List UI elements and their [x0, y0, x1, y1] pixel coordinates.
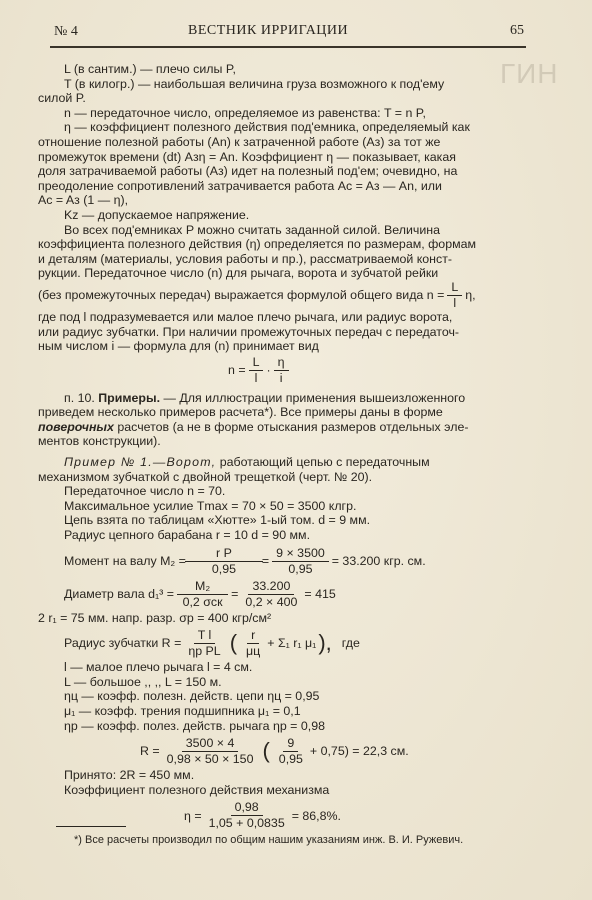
issue-number: № 4	[54, 24, 78, 39]
open-paren: (	[229, 630, 238, 656]
variable-line: l — малое плечо рычага l = 4 см.	[64, 660, 253, 675]
denominator: 0,95	[288, 561, 313, 576]
text-line: отношение полезной работы (An) к затраченной работе (Aз) за тот же	[38, 134, 441, 149]
numerator: r P	[185, 547, 263, 562]
formula-diameter	[64, 580, 534, 609]
formula-result: = 86,8%.	[291, 808, 341, 823]
header-rule	[50, 46, 526, 48]
fraction	[241, 580, 301, 609]
text-line: Принято: 2R = 450 мм.	[64, 768, 195, 783]
formula-n	[228, 356, 534, 385]
formula-lhs: Момент на валу M₂ =	[64, 553, 186, 568]
text-line: n — передаточное число, определяемое из равенства: T = n P,	[64, 105, 426, 120]
denominator: l	[254, 370, 258, 385]
formula-lhs: R =	[140, 744, 160, 759]
text-fragment: расчетов (а не в форме отыскания размеров отдельных эле-	[117, 419, 469, 434]
formula-moment	[64, 547, 534, 576]
formula-result: = 415	[304, 586, 336, 601]
article-body	[38, 62, 534, 830]
variable-line: μ₁ — коэфф. трения подшипника μ₁ = 0,1	[64, 704, 301, 718]
section-title: Примеры.	[98, 390, 161, 405]
fraction	[189, 547, 259, 576]
variable-line: ηр — коэфф. полез. действ. рычага ηр = 0,98	[64, 718, 325, 733]
page-number: 65	[510, 23, 524, 38]
text-line: преодоление сопротивлений затрачивается работа Ac = Aз — An, или	[38, 178, 442, 193]
emphasis: поверочных	[38, 419, 114, 434]
denominator: μц	[246, 644, 261, 659]
variable-line: ηц — коэфф. полезн. действ. цепи ηц = 0,95	[64, 689, 320, 704]
numerator: r	[247, 629, 259, 644]
fraction	[177, 580, 228, 609]
text-line: Во всех под'емниках P можно считать заданной силой. Величина	[64, 222, 441, 237]
denominator: i	[279, 370, 283, 385]
numerator: 33.200	[248, 580, 294, 595]
journal-title: ВЕСТНИК ИРРИГАЦИИ	[188, 23, 349, 38]
numerator: L	[249, 356, 264, 371]
denominator: 0,95	[211, 561, 236, 576]
text-fragment: η,	[465, 288, 476, 303]
footnote: *) Все расчеты производил по общим нашим указаниям инж. В. И. Ружевич.	[74, 834, 464, 846]
formula-R	[140, 737, 534, 766]
formula-lhs: Диаметр вала d₁³ =	[64, 586, 174, 601]
text-line: Ac = Aз (1 — η),	[38, 193, 129, 208]
text-line: силой P.	[38, 91, 86, 106]
fraction	[274, 356, 289, 385]
formula-tail: + Σ₁ r₁ μ₁	[267, 636, 317, 651]
section-number: п. 10.	[64, 390, 95, 405]
fraction	[242, 629, 264, 658]
formula-lhs: Радиус зубчатки R =	[64, 636, 182, 651]
numerator: 9	[283, 737, 298, 752]
example-heading	[38, 455, 534, 470]
denominator: 0,2 × 400	[245, 594, 298, 609]
text-line: Максимальное усилие Tmax = 70 × 50 = 3500 клгр.	[64, 498, 357, 513]
text-line: Цепь взята по таблицам «Хютте» 1-ый том. d = 9 мм.	[64, 513, 371, 528]
multiply-dot: ·	[266, 362, 271, 377]
formula-result: = 33.200 кгр. см.	[331, 553, 426, 568]
text-line: Kz — допускаемое напряжение.	[64, 207, 250, 222]
fraction	[447, 281, 462, 310]
numerator: 3500 × 4	[182, 737, 239, 752]
fraction	[275, 737, 307, 766]
page-header	[54, 20, 524, 42]
denominator: l	[453, 295, 457, 310]
text-line: рукции. Передаточное число (n) для рычага, ворота и зубчатой рейки	[38, 266, 439, 281]
text-line: промежуток времени (dt) Aзη = An. Коэффициент η — показывает, какая	[38, 149, 456, 164]
text-line: T (в килогр.) — наибольшая величина груза возможного к под'ему	[64, 76, 445, 91]
text-line: где под l подразумевается или малое плечо рычага, или радиус ворота,	[38, 309, 453, 324]
text-fragment: где	[341, 636, 360, 651]
denominator: 0,95	[278, 752, 303, 767]
variable-line: L — большое ,, ,, L = 150 м.	[64, 674, 222, 689]
text-fragment: — Для иллюстрации применения вышеизложенного	[163, 390, 466, 405]
text-line: коэффициента полезного действия (η) определяется по размерам, формам	[38, 237, 477, 252]
fraction	[249, 356, 264, 385]
denominator: 1,05 + 0,0835	[208, 816, 285, 831]
text-fragment: работающий цепью с передаточным	[219, 455, 430, 470]
formula-result: + 0,75) = 22,3 см.	[309, 744, 409, 759]
text-line: или радиус зубчатки. При наличии промежуточных передач с передаточ-	[38, 324, 460, 339]
formula-lhs: n =	[228, 362, 246, 377]
formula-eta	[184, 801, 534, 830]
library-stamp: ГИН	[500, 58, 559, 89]
denominator: ηр PL	[188, 644, 221, 659]
numerator: L	[447, 281, 462, 296]
numerator: 9 × 3500	[272, 547, 329, 562]
text-line: 2 r₁ = 75 мм. напр. разр. σр = 400 кгр/см²	[38, 610, 272, 625]
fraction	[272, 547, 329, 576]
text-line	[38, 420, 534, 435]
text-fragment: (без промежуточных передач) выражается формулой общего вида n =	[38, 288, 445, 303]
open-paren: (	[262, 738, 270, 764]
numerator: T l	[194, 629, 216, 644]
fraction	[163, 737, 258, 766]
text-line: доля затрачиваемой работы (Aз) идет на полезный под'ем; очевидно, на	[38, 164, 458, 179]
equals: =	[261, 553, 270, 568]
denominator: 0,98 × 50 × 150	[166, 752, 254, 767]
text-line: ным числом i — формула для (n) принимает вид	[38, 339, 319, 354]
text-line: механизмом зубчаткой с двойной трещеткой (черт. № 20).	[38, 469, 373, 484]
fraction	[184, 629, 224, 658]
formula-line-n	[38, 281, 534, 310]
footnote-rule	[56, 826, 126, 827]
close-paren: ),	[318, 630, 332, 656]
text-line: Коэффициент полезного действия механизма	[64, 782, 330, 797]
numerator: 0,98	[231, 801, 263, 816]
section-heading	[38, 391, 534, 406]
numerator: M₂	[177, 580, 228, 595]
denominator: 0,2 σск	[182, 594, 223, 609]
equals: =	[231, 586, 239, 601]
example-title: Пример № 1.—Ворот,	[64, 455, 217, 470]
numerator: η	[274, 356, 289, 371]
text-line: Передаточное число n = 70.	[64, 484, 226, 499]
text-line: ментов конструкции).	[38, 434, 161, 449]
text-line: L (в сантим.) — плечо силы P,	[64, 62, 236, 76]
formula-radius	[64, 629, 534, 658]
fraction	[205, 801, 289, 830]
text-line: приведем несколько примеров расчета*). Все примеры даны в форме	[38, 405, 443, 420]
formula-lhs: η =	[184, 808, 202, 823]
text-line: Радиус цепного барабана r = 10 d = 90 мм.	[64, 528, 311, 543]
text-line: η — коэффициент полезного действия под'емника, определяемый как	[64, 120, 470, 135]
text-line: и деталям (материалы, условия работы и пр.), рассматриваемой конст-	[38, 251, 453, 266]
